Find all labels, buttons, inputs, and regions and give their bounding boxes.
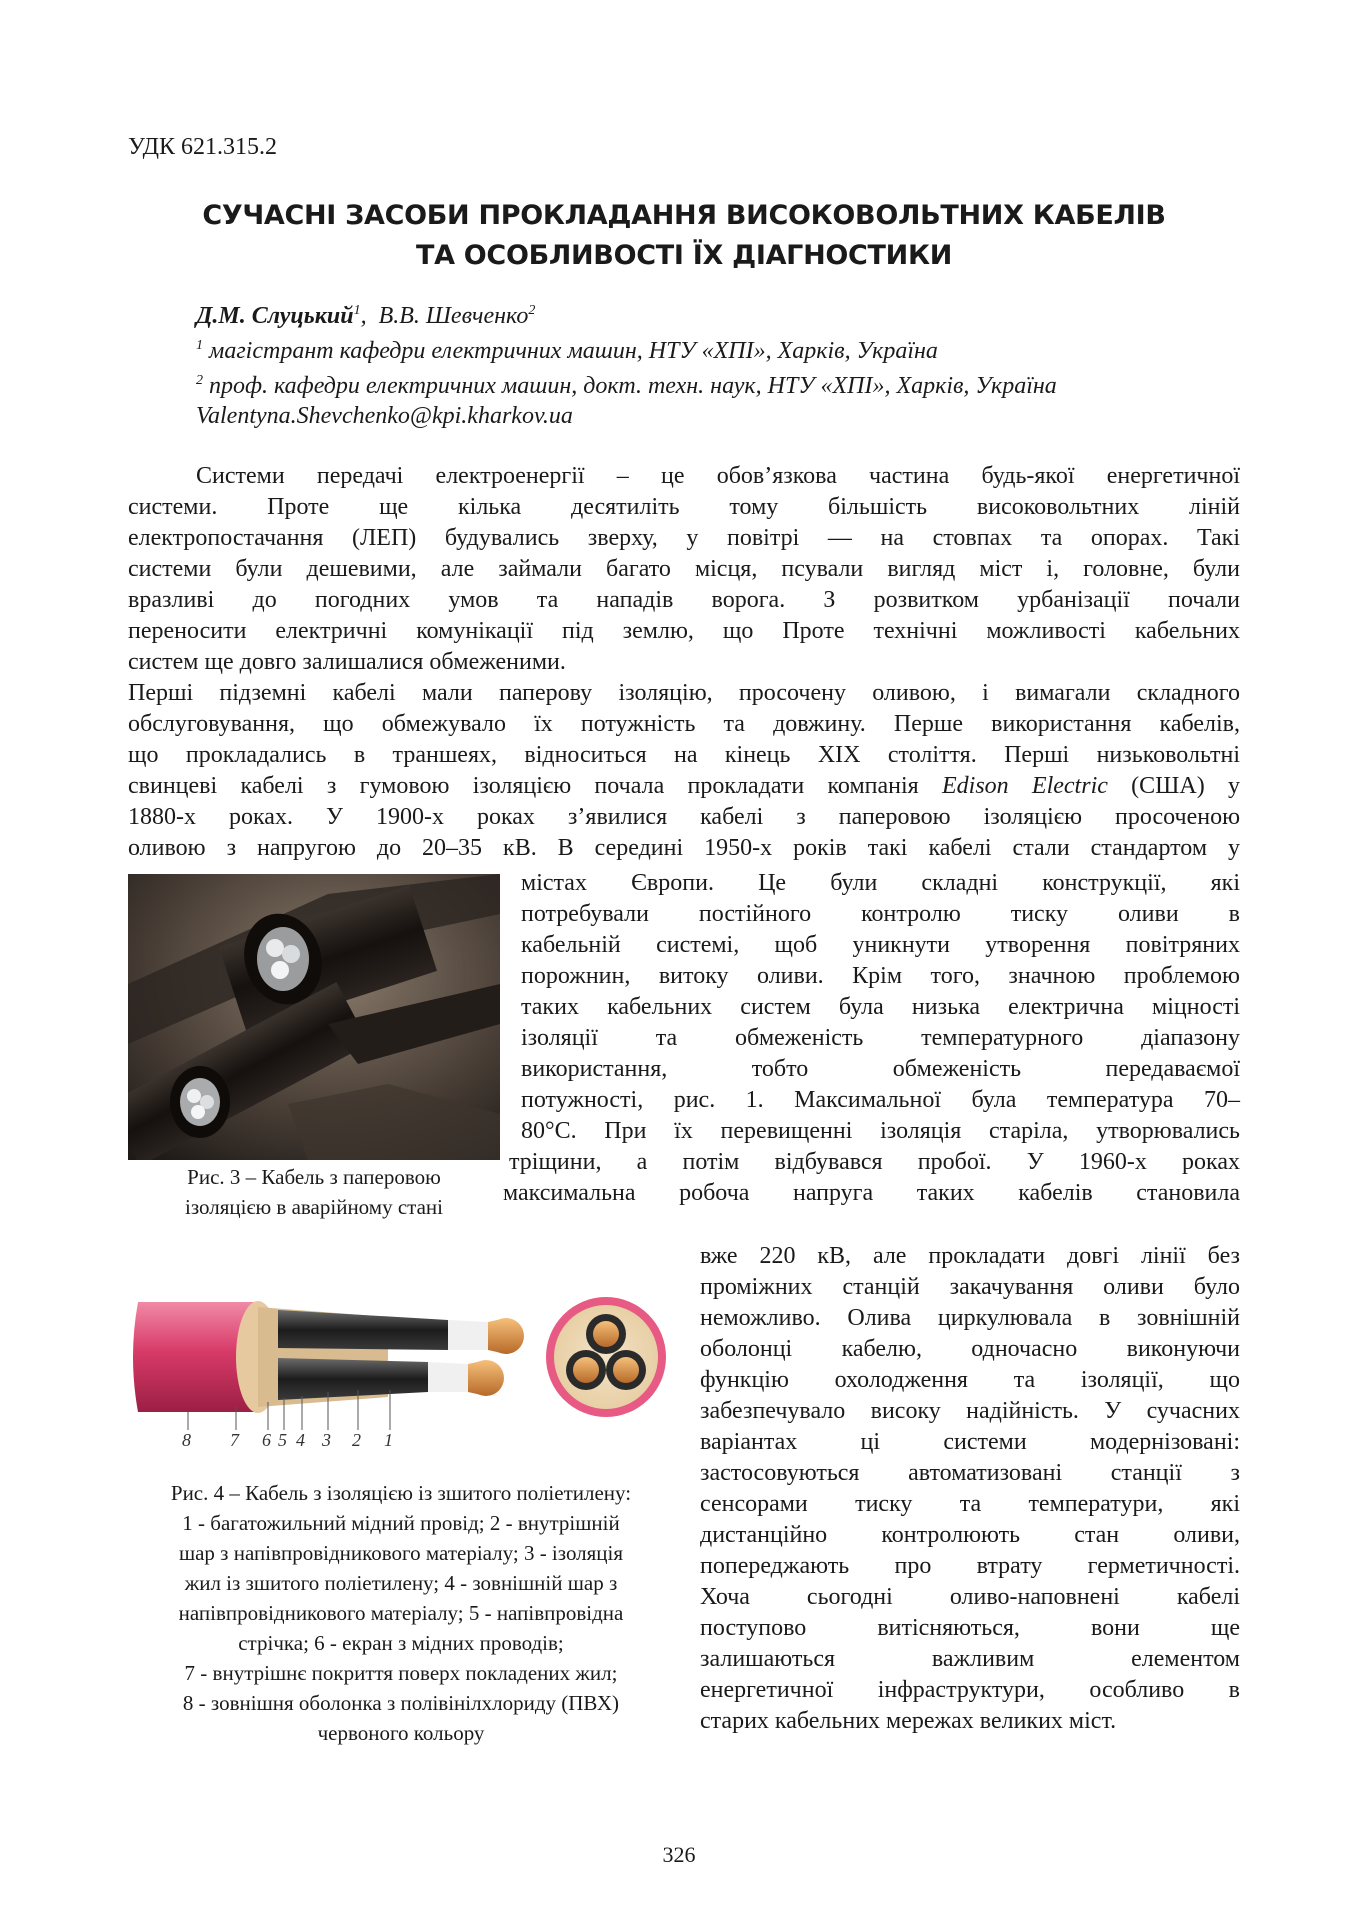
fig4-num-8: 8 <box>182 1430 191 1450</box>
wrap2-line: вже 220 кВ, але прокладати довгі лінії без <box>700 1243 1240 1269</box>
author-2-sup: 2 <box>528 303 536 318</box>
p1-line: електропостачання (ЛЕП) будувались зверху, у повітрі — на стовпах та опорах. Такі <box>128 525 1240 551</box>
figure-4-caption <box>120 1478 682 1748</box>
fig4-caption-line: 7 - внутрішнє покриття поверх покладених жил; <box>184 1661 618 1685</box>
fig4-caption-line: стрічка; 6 - екран з мідних проводів; <box>238 1631 564 1655</box>
author-1-sup: 1 <box>353 303 361 318</box>
aff2-text: проф. кафедри електричних машин, докт. техн. наук, НТУ «ХПІ», Харків, Україна <box>209 373 1057 399</box>
author-1-name: Д.М. Слуцький <box>196 303 354 329</box>
xlpe-cable-diagram <box>128 1262 670 1452</box>
fig3-caption-line: ізоляцією в аварійному стані <box>185 1195 443 1219</box>
p2-line <box>128 771 1240 802</box>
fig4-num-2: 2 <box>352 1430 361 1450</box>
affiliation-1 <box>196 331 1057 366</box>
wrap2-line: попереджають про втрату герметичності. <box>700 1553 1240 1579</box>
p1-line: Системи передачі електроенергії – це обов’язкова частина будь-якої енергетичної <box>196 463 1240 489</box>
fig4-caption-line: жил із зшитого поліетилену; 4 - зовнішній шар з <box>184 1571 618 1595</box>
udc-code: УДК 621.315.2 <box>128 134 277 160</box>
fig4-caption-line: 1 - багатожильний мідний провід; 2 - внутрішній <box>182 1511 620 1535</box>
paragraph-1 <box>128 461 1240 678</box>
p1-line: вразливі до погодних умов та нападів ворога. З розвитком урбанізації почали <box>128 587 1240 613</box>
p2-line: оливою з напругою до 20–35 кВ. В середині 1950-х років такі кабелі стали стандартом у <box>128 835 1240 861</box>
p2-line: обслуговування, що обмежувало їх потужність та довжину. Перше використання кабелів, <box>128 711 1240 737</box>
fig4-caption-line: шар з напівпровідникового матеріалу; 3 - ізоляція <box>178 1541 624 1565</box>
wrap2-line: оболонці кабелю, одночасно виконуючи <box>700 1336 1240 1362</box>
paragraph-2-wrap <box>503 868 1240 1209</box>
fig4-num-4: 4 <box>296 1430 305 1450</box>
affiliation-2 <box>196 366 1057 401</box>
wrap2-line: варіантах ці системи модернізовані: <box>700 1429 1240 1455</box>
fig4-num-3: 3 <box>322 1430 331 1450</box>
aff1-text: магістрант кафедри електричних машин, НТУ «ХПІ», Харків, Україна <box>209 338 938 364</box>
p1-line: переносити електричні комунікації під землю, що Проте технічні можливості кабельних <box>128 618 1240 644</box>
wrap-line: містах Європи. Це були складні конструкції, які <box>521 870 1240 896</box>
p2-line: Перші підземні кабелі мали паперову ізоляцію, просочену оливою, і вимагали складного <box>128 680 1240 706</box>
page-number: 326 <box>662 1842 696 1867</box>
title-line-1: СУЧАСНІ ЗАСОБИ ПРОКЛАДАННЯ ВИСОКОВОЛЬТНИХ КАБЕЛІВ <box>202 200 1166 231</box>
figure-3-caption <box>128 1162 500 1222</box>
p2-text: (США) у <box>1107 773 1240 799</box>
p1-line: систем ще довго залишалися обмеженими. <box>128 649 566 675</box>
wrap-line: потужності, рис. 1. Максимальної була температура 70– <box>521 1087 1240 1113</box>
paper-title <box>128 196 1240 276</box>
fig4-num-1: 1 <box>384 1430 393 1450</box>
author-email[interactable]: Valentyna.Shevchenko@kpi.kharkov.ua <box>196 403 573 429</box>
p1-line: системи були дешевими, але займали багато місця, псували вигляд міст і, головне, були <box>128 556 1240 582</box>
fig4-caption-line: Рис. 4 – Кабель з ізоляцією із зшитого поліетилену: <box>170 1481 632 1505</box>
wrap2-line: застосовуються автоматизовані станції з <box>700 1460 1240 1486</box>
wrap2-line: проміжних станцій закачування оливи було <box>700 1274 1240 1300</box>
aff1-sup: 1 <box>196 338 203 353</box>
p2-line: що прокладались в траншеях, відноситься на кінець XIX століття. Перші низьковольтні <box>128 742 1240 768</box>
wrap2-line: енергетичної інфраструктури, особливо в <box>700 1677 1240 1703</box>
author-2-name: В.В. Шевченко <box>378 303 529 329</box>
wrap2-line: дистанційно контролюють стан оливи, <box>700 1522 1240 1548</box>
wrap2-line: старих кабельних мережах великих міст. <box>700 1708 1117 1734</box>
p2-text: свинцеві кабелі з гумовою ізоляцією почала прокладати компанія <box>128 773 942 799</box>
wrap-line: потребували постійного контролю тиску оливи в <box>521 901 1240 927</box>
damaged-cable-image <box>128 874 500 1160</box>
aff2-sup: 2 <box>196 373 203 388</box>
author-line: Д.М. Слуцький$^1$, В.В. Шевченко$^2$ <box>196 303 536 329</box>
fig4-num-7: 7 <box>230 1430 239 1450</box>
p1-line: системи. Проте ще кілька десятиліть тому більшість високовольтних ліній <box>128 494 1240 520</box>
wrap2-line: забезпечувало високу надійність. У сучасних <box>700 1398 1240 1424</box>
wrap-line: використання, тобто обмеженість передаваємої <box>521 1056 1240 1082</box>
wrap-line: 80°С. При їх перевищенні ізоляція старіла, утворювались <box>521 1118 1240 1144</box>
wrap2-line: Хоча сьогодні оливо-наповнені кабелі <box>700 1584 1240 1610</box>
fig4-caption-line: червоного кольору <box>317 1721 485 1745</box>
fig4-caption-line: 8 - зовнішня оболонка з полівінілхлориду (ПВХ) <box>182 1691 620 1715</box>
figure-4-image <box>128 1262 670 1452</box>
company-name: Edison Electric <box>941 773 1108 799</box>
wrap2-line: неможливо. Олива циркулювала в зовнішній <box>700 1305 1240 1331</box>
fig4-num-5: 5 <box>278 1430 287 1450</box>
wrap2-line: сенсорами тиску та температури, які <box>700 1491 1240 1517</box>
wrap-line: таких кабельних систем була низька електрична міцності <box>521 994 1240 1020</box>
paragraph-2 <box>128 678 1240 864</box>
figure-3-photo <box>128 874 500 1160</box>
wrap-line: порожнин, витоку оливи. Крім того, значною проблемою <box>521 963 1240 989</box>
paragraph-2-wrap-2 <box>700 1241 1240 1737</box>
fig3-caption-line: Рис. 3 – Кабель з паперовою <box>187 1165 441 1189</box>
wrap-line: тріщини, а потім відбувався пробої. У 1960-х роках <box>509 1149 1240 1175</box>
fig4-caption-line: напівпровідникового матеріалу; 5 - напівпровідна <box>178 1601 624 1625</box>
authors-block <box>196 296 1057 431</box>
title-line-2: ТА ОСОБЛИВОСТІ ЇХ ДІАГНОСТИКИ <box>415 240 953 271</box>
wrap-line: ізоляції та обмеженість температурного діапазону <box>521 1025 1240 1051</box>
wrap2-line: функцію охолодження та ізоляції, що <box>700 1367 1240 1393</box>
wrap-line: кабельній системі, щоб уникнути утворення повітряних <box>521 932 1240 958</box>
fig4-num-6: 6 <box>262 1430 271 1450</box>
wrap2-line: поступово витісняються, вони ще <box>700 1615 1240 1641</box>
wrap2-line: залишаються важливим елементом <box>700 1646 1240 1672</box>
wrap-line: максимальна робоча напруга таких кабелів становила <box>503 1180 1240 1206</box>
p2-line: 1880-х роках. У 1900-х роках з’явилися кабелі з паперовою ізоляцією просоченою <box>128 804 1240 830</box>
